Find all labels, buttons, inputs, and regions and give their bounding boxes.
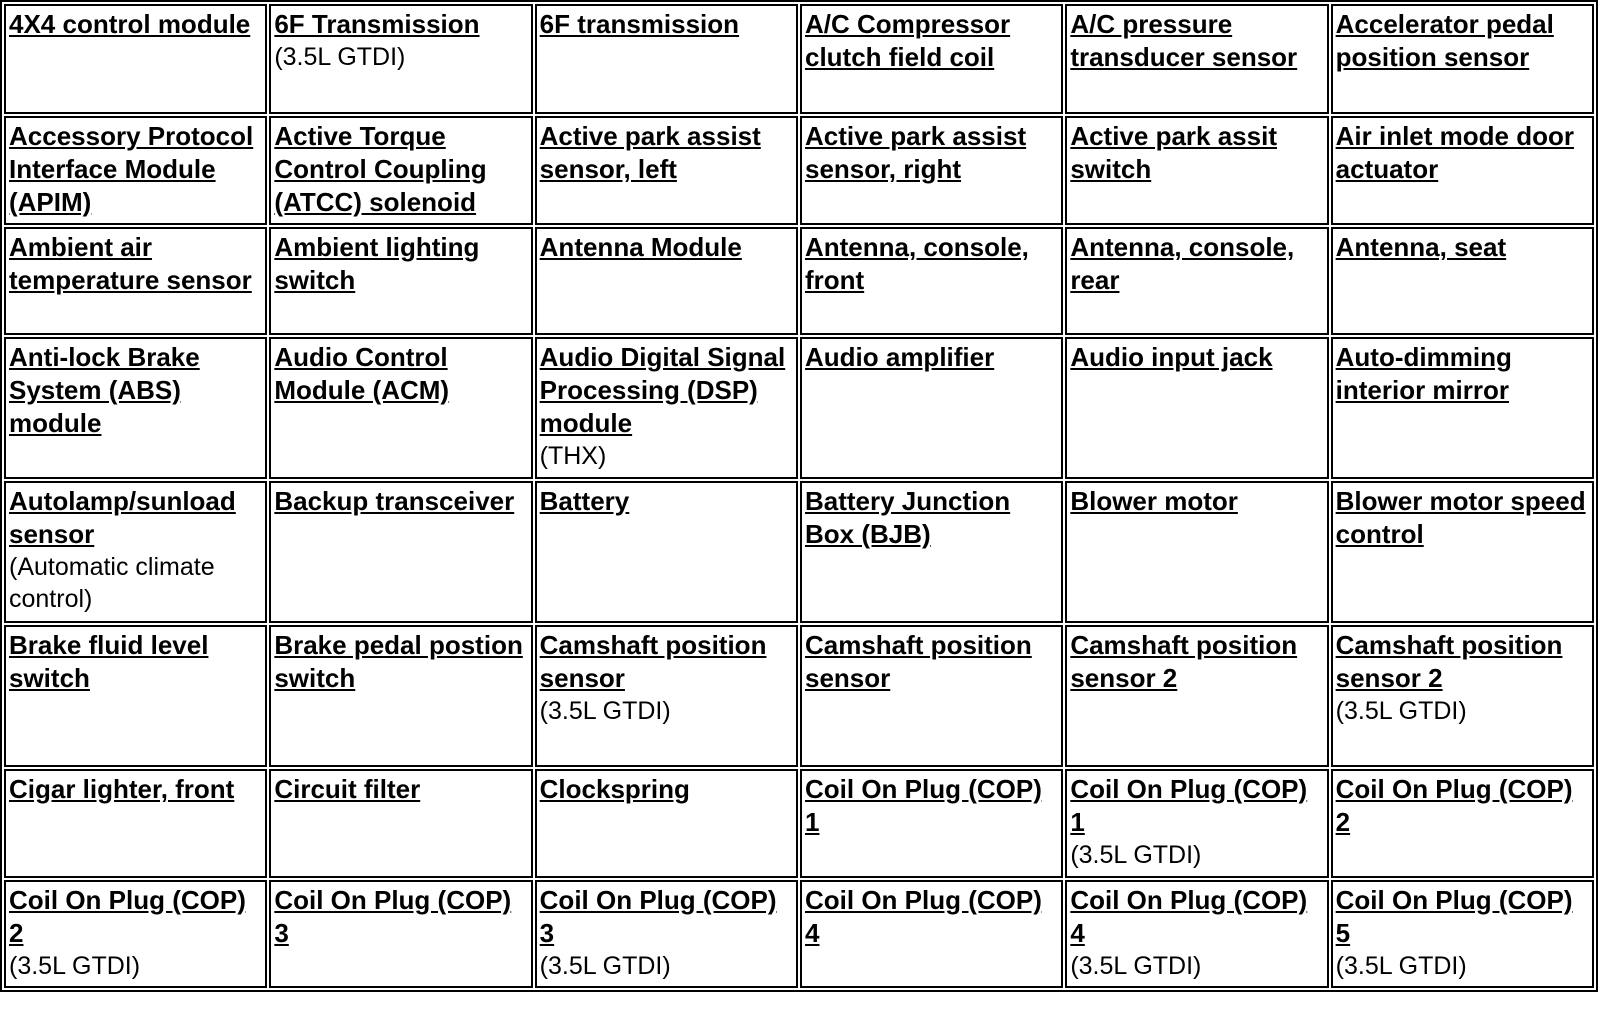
component-link[interactable]: Cigar lighter, front — [9, 774, 235, 804]
table-cell — [269, 880, 532, 988]
component-link[interactable]: Active park assist sensor, right — [804, 121, 1027, 184]
table-cell — [1065, 769, 1328, 878]
table-cell — [1331, 880, 1594, 988]
table-cell — [269, 227, 532, 335]
component-link[interactable]: Coil On Plug (COP) 3 — [539, 885, 777, 948]
table-cell — [4, 880, 267, 988]
table-cell — [1065, 4, 1328, 114]
table-cell — [4, 4, 267, 114]
component-link[interactable]: Camshaft position sensor 2 — [1070, 630, 1298, 693]
table-cell — [800, 227, 1063, 335]
table-cell — [800, 337, 1063, 479]
component-link[interactable]: Coil On Plug (COP) 4 — [1070, 885, 1308, 948]
table-cell — [1065, 481, 1328, 623]
table-cell — [269, 116, 532, 225]
table-cell — [1065, 337, 1328, 479]
table-cell — [269, 481, 532, 623]
component-link[interactable]: Brake pedal postion switch — [274, 630, 523, 693]
component-note: (THX) — [539, 442, 607, 470]
component-link[interactable]: Antenna Module — [539, 232, 742, 262]
component-link[interactable]: Ambient air temperature sensor — [9, 232, 252, 295]
component-link[interactable]: A/C Compressor clutch field coil — [804, 9, 1011, 72]
component-link[interactable]: Backup transceiver — [274, 486, 515, 516]
table-cell — [535, 880, 798, 988]
component-link[interactable]: Antenna, console, front — [804, 232, 1029, 295]
component-link[interactable]: Brake fluid level switch — [9, 630, 209, 693]
component-link[interactable]: Camshaft position sensor 2 — [1335, 630, 1563, 693]
table-cell — [1331, 116, 1594, 225]
table-cell — [535, 4, 798, 114]
component-link[interactable]: Active park assit switch — [1070, 121, 1277, 184]
component-link[interactable]: Auto-dimming interior mirror — [1335, 342, 1512, 405]
table-cell — [1331, 481, 1594, 623]
component-note: (3.5L GTDI) — [1335, 952, 1467, 980]
table-row — [4, 4, 1594, 114]
table-cell — [1331, 337, 1594, 479]
component-link[interactable]: Active park assist sensor, left — [539, 121, 761, 184]
table-row — [4, 227, 1594, 335]
component-link[interactable]: Ambient lighting switch — [274, 232, 480, 295]
table-cell — [1331, 625, 1594, 767]
component-link[interactable]: Air inlet mode door actuator — [1335, 121, 1574, 184]
table-cell — [4, 481, 267, 623]
component-link[interactable]: Audio Control Module (ACM) — [274, 342, 450, 405]
component-link[interactable]: Circuit filter — [274, 774, 421, 804]
table-row — [4, 625, 1594, 767]
table-cell — [800, 625, 1063, 767]
component-note: (Automatic climate control) — [9, 553, 215, 613]
table-cell — [1065, 625, 1328, 767]
component-note: (3.5L GTDI) — [1070, 952, 1202, 980]
component-link[interactable]: Antenna, console, rear — [1070, 232, 1295, 295]
table-cell — [535, 337, 798, 479]
table-cell — [800, 116, 1063, 225]
component-link[interactable]: Audio Digital Signal Processing (DSP) module — [539, 342, 786, 438]
component-link[interactable]: Antenna, seat — [1335, 232, 1507, 262]
table-cell — [4, 337, 267, 479]
component-link[interactable]: Coil On Plug (COP) 4 — [804, 885, 1042, 948]
table-row — [4, 337, 1594, 479]
component-link[interactable]: 6F Transmission — [274, 9, 480, 39]
table-cell — [535, 116, 798, 225]
component-link[interactable]: Coil On Plug (COP) 3 — [274, 885, 512, 948]
table-cell — [1331, 4, 1594, 114]
table-cell — [269, 625, 532, 767]
table-cell — [535, 227, 798, 335]
table-cell — [1065, 880, 1328, 988]
table-cell — [800, 4, 1063, 114]
component-link[interactable]: Anti-lock Brake System (ABS) module — [9, 342, 200, 438]
component-note: (3.5L GTDI) — [1070, 841, 1202, 869]
table-cell — [800, 481, 1063, 623]
table-cell — [4, 116, 267, 225]
table-cell — [269, 4, 532, 114]
table-cell — [800, 769, 1063, 878]
component-link[interactable]: Active Torque Control Coupling (ATCC) solenoid — [274, 121, 487, 217]
table-cell — [535, 625, 798, 767]
table-cell — [800, 880, 1063, 988]
component-link[interactable]: Battery Junction Box (BJB) — [804, 486, 1011, 549]
component-link[interactable]: Coil On Plug (COP) 2 — [9, 885, 246, 948]
component-link[interactable]: Accelerator pedal position sensor — [1335, 9, 1554, 72]
component-note: (3.5L GTDI) — [9, 952, 141, 980]
table-cell — [1331, 769, 1594, 878]
table-row — [4, 769, 1594, 878]
component-note: (3.5L GTDI) — [1335, 697, 1467, 725]
table-cell — [4, 227, 267, 335]
table-cell — [1331, 227, 1594, 335]
component-link[interactable]: 4X4 control module — [9, 9, 251, 39]
table-cell — [4, 625, 267, 767]
component-link[interactable]: 6F transmission — [539, 9, 740, 39]
component-link[interactable]: Autolamp/sunload sensor — [9, 486, 236, 549]
component-link[interactable]: Coil On Plug (COP) 1 — [804, 774, 1042, 837]
component-link[interactable]: A/C pressure transducer sensor — [1070, 9, 1298, 72]
component-link[interactable]: Blower motor speed control — [1335, 486, 1586, 549]
table-cell — [269, 769, 532, 878]
table-cell — [535, 481, 798, 623]
table-row — [4, 481, 1594, 623]
table-cell — [4, 769, 267, 878]
table-cell — [1065, 116, 1328, 225]
table-row — [4, 880, 1594, 988]
table-cell — [269, 337, 532, 479]
component-link[interactable]: Blower motor — [1070, 486, 1238, 516]
component-link[interactable]: Accessory Protocol Interface Module (APIM) — [9, 121, 254, 217]
table-row — [4, 116, 1594, 225]
component-link[interactable]: Audio amplifier — [804, 342, 995, 372]
component-note: (3.5L GTDI) — [274, 43, 406, 71]
component-link[interactable]: Coil On Plug (COP) 5 — [1335, 885, 1573, 948]
component-note: (3.5L GTDI) — [539, 697, 671, 725]
component-note: (3.5L GTDI) — [539, 952, 671, 980]
component-link[interactable]: Camshaft position sensor — [539, 630, 767, 693]
component-link[interactable]: Coil On Plug (COP) 2 — [1335, 774, 1573, 837]
component-link[interactable]: Clockspring — [539, 774, 690, 804]
component-link[interactable]: Coil On Plug (COP) 1 — [1070, 774, 1308, 837]
table-cell — [535, 769, 798, 878]
component-link[interactable]: Battery — [539, 486, 630, 516]
component-link[interactable]: Audio input jack — [1070, 342, 1273, 372]
table-cell — [1065, 227, 1328, 335]
component-link[interactable]: Camshaft position sensor — [804, 630, 1032, 693]
